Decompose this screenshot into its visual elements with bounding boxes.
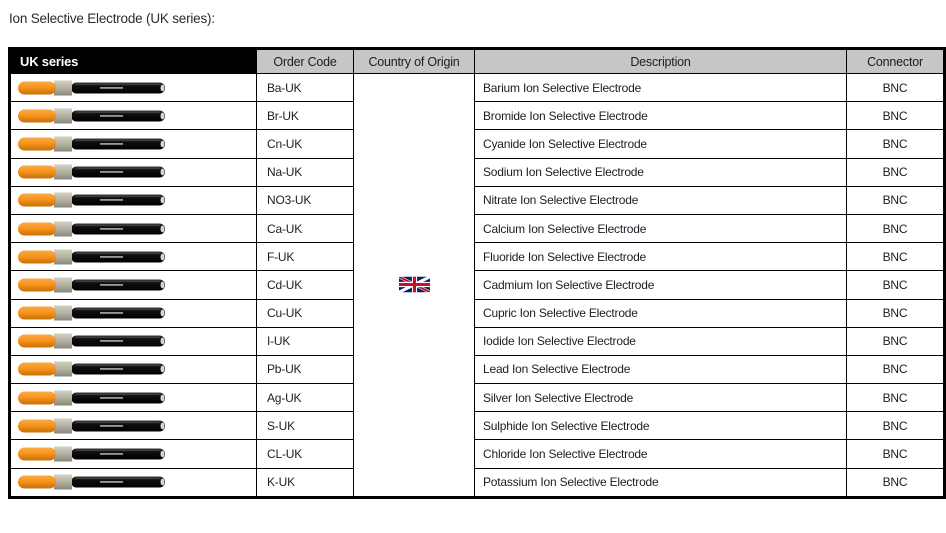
description-cell xyxy=(475,271,847,299)
description-cell xyxy=(475,327,847,355)
connector-cell xyxy=(847,102,945,130)
order-code-cell xyxy=(257,355,354,383)
electrode-image-cell xyxy=(10,214,257,242)
connector: BNC xyxy=(882,136,908,151)
order-code: Ca-UK xyxy=(267,221,303,236)
electrode-photo xyxy=(16,79,168,97)
electrode-photo xyxy=(16,135,168,153)
electrode-photo xyxy=(16,332,168,350)
order-code-cell xyxy=(257,327,354,355)
electrode-image-cell xyxy=(10,74,257,102)
order-code-cell xyxy=(257,158,354,186)
description: Barium Ion Selective Electrode xyxy=(483,80,642,95)
connector-cell xyxy=(847,327,945,355)
description-cell xyxy=(475,214,847,242)
column-header-uk-series: UK series xyxy=(10,49,257,74)
description: Cupric Ion Selective Electrode xyxy=(483,306,638,321)
uk-flag-icon xyxy=(399,275,430,294)
order-code: F-UK xyxy=(267,249,295,264)
order-code: Cd-UK xyxy=(267,277,303,292)
description: Cadmium Ion Selective Electrode xyxy=(483,277,655,292)
description-cell xyxy=(475,384,847,412)
connector: BNC xyxy=(882,108,908,123)
description-cell xyxy=(475,74,847,102)
table-row xyxy=(10,355,945,383)
table-row xyxy=(10,327,945,355)
order-code: Na-UK xyxy=(267,165,303,180)
electrode-photo xyxy=(16,445,168,463)
description-cell xyxy=(475,243,847,271)
order-code-cell xyxy=(257,384,354,412)
column-header-order-code: Order Code xyxy=(257,49,354,74)
connector-cell xyxy=(847,440,945,468)
description: Iodide Ion Selective Electrode xyxy=(483,334,636,349)
order-code: Cu-UK xyxy=(267,306,303,321)
electrode-image-cell xyxy=(10,384,257,412)
connector: BNC xyxy=(882,80,908,95)
table-row xyxy=(10,412,945,440)
table-row xyxy=(10,158,945,186)
description-cell xyxy=(475,186,847,214)
table-row xyxy=(10,243,945,271)
table-row xyxy=(10,74,945,102)
electrode-image-cell xyxy=(10,355,257,383)
electrode-image-cell xyxy=(10,243,257,271)
description: Cyanide Ion Selective Electrode xyxy=(483,136,647,151)
electrode-photo xyxy=(16,191,168,209)
order-code-cell xyxy=(257,74,354,102)
connector-cell xyxy=(847,74,945,102)
electrode-image-cell xyxy=(10,130,257,158)
electrode-photo xyxy=(16,276,168,294)
description-cell xyxy=(475,355,847,383)
order-code: Br-UK xyxy=(267,108,299,123)
electrode-image-cell xyxy=(10,440,257,468)
column-header-connector: Connector xyxy=(847,49,945,74)
description: Sodium Ion Selective Electrode xyxy=(483,165,644,180)
header-row xyxy=(10,49,945,74)
order-code-cell xyxy=(257,412,354,440)
description-cell xyxy=(475,102,847,130)
order-code-cell xyxy=(257,243,354,271)
description: Fluoride Ion Selective Electrode xyxy=(483,249,647,264)
electrode-photo xyxy=(16,360,168,378)
electrode-photo xyxy=(16,304,168,322)
connector-cell xyxy=(847,243,945,271)
connector-cell xyxy=(847,468,945,497)
order-code: Ba-UK xyxy=(267,80,302,95)
connector-cell xyxy=(847,158,945,186)
connector-cell xyxy=(847,412,945,440)
connector-cell xyxy=(847,186,945,214)
electrode-image-cell xyxy=(10,299,257,327)
electrode-photo xyxy=(16,107,168,125)
description: Sulphide Ion Selective Electrode xyxy=(483,418,650,433)
connector-cell xyxy=(847,214,945,242)
table-row xyxy=(10,440,945,468)
electrode-photo xyxy=(16,417,168,435)
connector: BNC xyxy=(882,390,908,405)
order-code-cell xyxy=(257,440,354,468)
description-cell xyxy=(475,130,847,158)
order-code: Ag-UK xyxy=(267,390,302,405)
order-code-cell xyxy=(257,468,354,497)
electrode-photo xyxy=(16,220,168,238)
electrode-image-cell xyxy=(10,468,257,497)
description: Lead Ion Selective Electrode xyxy=(483,362,631,377)
order-code-cell xyxy=(257,102,354,130)
electrode-photo xyxy=(16,163,168,181)
table-row xyxy=(10,102,945,130)
page-title: Ion Selective Electrode (UK series): xyxy=(9,11,215,26)
column-header-description: Description xyxy=(475,49,847,74)
description-cell xyxy=(475,158,847,186)
connector: BNC xyxy=(882,418,908,433)
description: Bromide Ion Selective Electrode xyxy=(483,108,648,123)
order-code-cell xyxy=(257,214,354,242)
order-code-cell xyxy=(257,130,354,158)
connector-cell xyxy=(847,355,945,383)
order-code-cell xyxy=(257,186,354,214)
electrode-table xyxy=(8,47,946,499)
order-code: Pb-UK xyxy=(267,362,302,377)
connector: BNC xyxy=(882,334,908,349)
description-cell xyxy=(475,412,847,440)
description: Calcium Ion Selective Electrode xyxy=(483,221,647,236)
connector: BNC xyxy=(882,475,908,490)
connector-cell xyxy=(847,271,945,299)
order-code-cell xyxy=(257,271,354,299)
electrode-photo xyxy=(16,473,168,491)
table-body xyxy=(10,74,945,498)
table-row xyxy=(10,130,945,158)
table-header xyxy=(10,49,945,74)
table-row xyxy=(10,186,945,214)
table-row xyxy=(10,299,945,327)
description-cell xyxy=(475,440,847,468)
electrode-photo xyxy=(16,389,168,407)
table-row xyxy=(10,384,945,412)
description: Potassium Ion Selective Electrode xyxy=(483,475,659,490)
electrode-image-cell xyxy=(10,158,257,186)
connector: BNC xyxy=(882,249,908,264)
connector: BNC xyxy=(882,306,908,321)
table-row xyxy=(10,271,945,299)
connector-cell xyxy=(847,384,945,412)
description: Chloride Ion Selective Electrode xyxy=(483,447,648,462)
table-row xyxy=(10,468,945,497)
description: Nitrate Ion Selective Electrode xyxy=(483,193,639,208)
country-of-origin-cell xyxy=(354,74,475,498)
order-code: S-UK xyxy=(267,418,295,433)
electrode-image-cell xyxy=(10,271,257,299)
connector: BNC xyxy=(882,165,908,180)
connector-cell xyxy=(847,130,945,158)
order-code-cell xyxy=(257,299,354,327)
description-cell xyxy=(475,468,847,497)
connector: BNC xyxy=(882,362,908,377)
connector: BNC xyxy=(882,193,908,208)
electrode-image-cell xyxy=(10,327,257,355)
connector-cell xyxy=(847,299,945,327)
connector: BNC xyxy=(882,221,908,236)
order-code: CL-UK xyxy=(267,447,303,462)
order-code: K-UK xyxy=(267,475,295,490)
order-code: NO3-UK xyxy=(267,193,312,208)
description: Silver Ion Selective Electrode xyxy=(483,390,634,405)
electrode-image-cell xyxy=(10,102,257,130)
electrode-image-cell xyxy=(10,412,257,440)
order-code: I-UK xyxy=(267,334,291,349)
table-row xyxy=(10,214,945,242)
electrode-photo xyxy=(16,248,168,266)
description-cell xyxy=(475,299,847,327)
column-header-country-of-origin: Country of Origin xyxy=(354,49,475,74)
electrode-image-cell xyxy=(10,186,257,214)
connector: BNC xyxy=(882,277,908,292)
connector: BNC xyxy=(882,447,908,462)
order-code: Cn-UK xyxy=(267,136,303,151)
